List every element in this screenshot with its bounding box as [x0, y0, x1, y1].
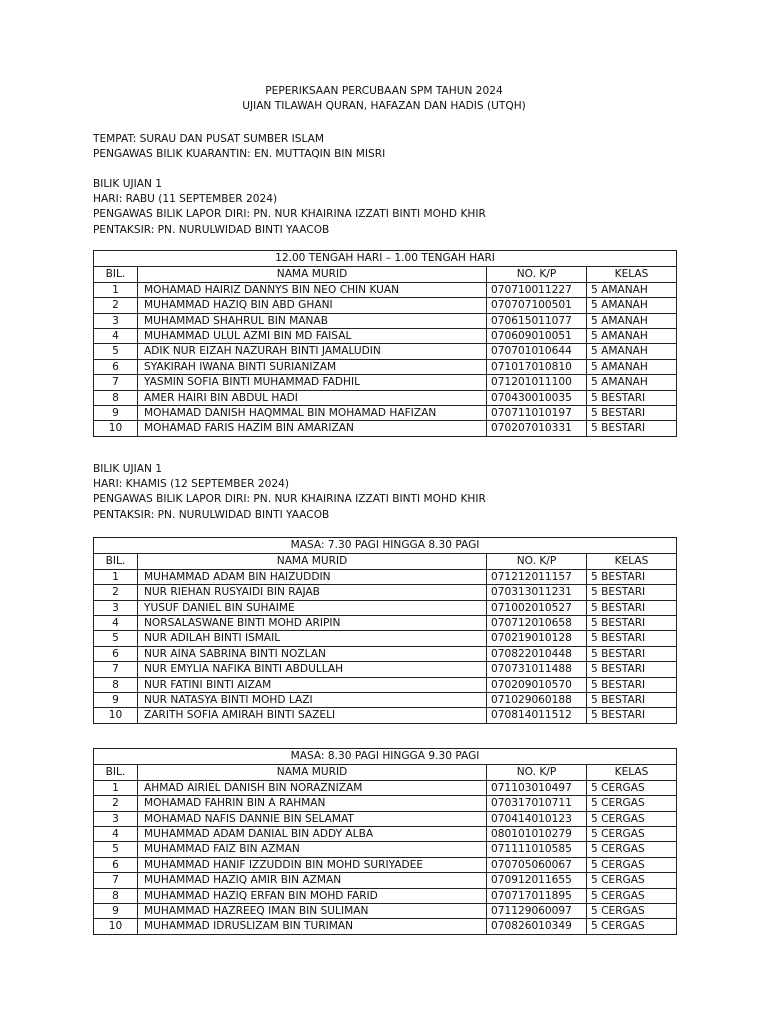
section-pengawas: PENGAWAS BILIK LAPOR DIRI: PN. NUR KHAIRINA IZZATI BINTI MOHD KHIR — [93, 208, 486, 221]
venue-pengawas-kuarantin: PENGAWAS BILIK KUARANTIN: EN. MUTTAQIN BIN MISRI — [93, 148, 386, 161]
cell-kelas: 5 BESTARI — [587, 616, 677, 631]
cell-bil: 2 — [94, 796, 138, 811]
cell-kp: 070207010331 — [487, 421, 587, 436]
cell-kp: 071201011100 — [487, 375, 587, 390]
cell-nama: AHMAD AIRIEL DANISH BIN NORAZNIZAM — [138, 780, 487, 795]
table-body — [94, 569, 677, 723]
session-header: MASA: 8.30 PAGI HINGGA 9.30 PAGI — [94, 749, 677, 765]
venue-info — [93, 132, 385, 162]
cell-bil: 9 — [94, 904, 138, 919]
cell-nama: NUR FATINI BINTI AIZAM — [138, 677, 487, 692]
cell-kp: 071017010810 — [487, 359, 587, 374]
table-row — [94, 888, 677, 903]
roster-table-3 — [93, 748, 677, 935]
title-line-1: PEPERIKSAAN PERCUBAAN SPM TAHUN 2024 — [265, 85, 503, 97]
header-kelas: KELAS — [587, 554, 677, 569]
cell-kelas: 5 BESTARI — [587, 662, 677, 677]
document-title — [0, 84, 768, 114]
cell-kelas: 5 CERGAS — [587, 857, 677, 872]
cell-kelas: 5 CERGAS — [587, 873, 677, 888]
cell-bil: 6 — [94, 646, 138, 661]
table-row — [94, 569, 677, 584]
cell-kp: 070707100501 — [487, 298, 587, 313]
cell-nama: MOHAMAD FAHRIN BIN A RAHMAN — [138, 796, 487, 811]
section-bilik: BILIK UJIAN 1 — [93, 178, 163, 190]
header-bil: BIL. — [94, 267, 138, 282]
session-row — [94, 749, 677, 765]
table-row — [94, 406, 677, 421]
cell-bil: 10 — [94, 421, 138, 436]
cell-bil: 5 — [94, 631, 138, 646]
cell-nama: MUHAMMAD ADAM DANIAL BIN ADDY ALBA — [138, 827, 487, 842]
cell-kp: 070219010128 — [487, 631, 587, 646]
venue-tempat: TEMPAT: SURAU DAN PUSAT SUMBER ISLAM — [93, 133, 324, 145]
cell-kp: 071103010497 — [487, 780, 587, 795]
cell-kelas: 5 BESTARI — [587, 569, 677, 584]
cell-nama: MUHAMMAD HAZIQ BIN ABD GHANI — [138, 298, 487, 313]
cell-kp: 070313011231 — [487, 585, 587, 600]
cell-kp: 070731011488 — [487, 662, 587, 677]
cell-nama: MUHAMMAD HAZIQ ERFAN BIN MOHD FARID — [138, 888, 487, 903]
cell-kp: 070705060067 — [487, 857, 587, 872]
header-bil: BIL. — [94, 554, 138, 569]
cell-nama: YUSUF DANIEL BIN SUHAIME — [138, 600, 487, 615]
cell-nama: MUHAMMAD HANIF IZZUDDIN BIN MOHD SURIYADEE — [138, 857, 487, 872]
section-1-info — [93, 177, 486, 238]
table-row — [94, 677, 677, 692]
table-row — [94, 282, 677, 297]
table-row — [94, 780, 677, 795]
cell-nama: NUR EMYLIA NAFIKA BINTI ABDULLAH — [138, 662, 487, 677]
section-hari: HARI: KHAMIS (12 SEPTEMBER 2024) — [93, 478, 290, 491]
cell-nama: MUHAMMAD ADAM BIN HAIZUDDIN — [138, 569, 487, 584]
cell-kelas: 5 CERGAS — [587, 811, 677, 826]
cell-nama: MUHAMMAD IDRUSLIZAM BIN TURIMAN — [138, 919, 487, 934]
section-pengawas: PENGAWAS BILIK LAPOR DIRI: PN. NUR KHAIRINA IZZATI BINTI MOHD KHIR — [93, 493, 486, 506]
cell-kelas: 5 BESTARI — [587, 646, 677, 661]
header-kp: NO. K/P — [487, 267, 587, 282]
cell-nama: NORSALASWANE BINTI MOHD ARIPIN — [138, 616, 487, 631]
column-header-row — [94, 554, 677, 569]
cell-nama: MOHAMAD NAFIS DANNIE BIN SELAMAT — [138, 811, 487, 826]
cell-kelas: 5 BESTARI — [587, 677, 677, 692]
cell-kelas: 5 AMANAH — [587, 329, 677, 344]
cell-kelas: 5 BESTARI — [587, 693, 677, 708]
cell-nama: SYAKIRAH IWANA BINTI SURIANIZAM — [138, 359, 487, 374]
table-row — [94, 375, 677, 390]
cell-bil: 7 — [94, 375, 138, 390]
cell-kp: 070317010711 — [487, 796, 587, 811]
cell-nama: ADIK NUR EIZAH NAZURAH BINTI JAMALUDIN — [138, 344, 487, 359]
cell-kp: 070710011227 — [487, 282, 587, 297]
cell-kp: 070822010448 — [487, 646, 587, 661]
title-line-2: UJIAN TILAWAH QURAN, HAFAZAN DAN HADIS (UTQH) — [242, 100, 526, 112]
cell-bil: 1 — [94, 780, 138, 795]
cell-bil: 7 — [94, 873, 138, 888]
cell-kelas: 5 BESTARI — [587, 406, 677, 421]
cell-bil: 3 — [94, 313, 138, 328]
section-hari: HARI: RABU (11 SEPTEMBER 2024) — [93, 193, 278, 206]
session-header: 12.00 TENGAH HARI – 1.00 TENGAH HARI — [94, 251, 677, 267]
table-row — [94, 646, 677, 661]
cell-bil: 3 — [94, 600, 138, 615]
header-nama: NAMA MURID — [138, 765, 487, 780]
cell-kp: 070209010570 — [487, 677, 587, 692]
cell-kelas: 5 AMANAH — [587, 375, 677, 390]
cell-kp: 071129060097 — [487, 904, 587, 919]
cell-kp: 080101010279 — [487, 827, 587, 842]
table-row — [94, 631, 677, 646]
cell-kelas: 5 CERGAS — [587, 888, 677, 903]
header-kelas: KELAS — [587, 267, 677, 282]
cell-nama: MUHAMMAD HAZIQ AMIR BIN AZMAN — [138, 873, 487, 888]
cell-kelas: 5 BESTARI — [587, 631, 677, 646]
cell-bil: 9 — [94, 693, 138, 708]
cell-kelas: 5 AMANAH — [587, 344, 677, 359]
cell-nama: MUHAMMAD SHAHRUL BIN MANAB — [138, 313, 487, 328]
cell-kelas: 5 AMANAH — [587, 282, 677, 297]
cell-bil: 1 — [94, 282, 138, 297]
table-row — [94, 873, 677, 888]
section-pentaksir: PENTAKSIR: PN. NURULWIDAD BINTI YAACOB — [93, 223, 330, 236]
cell-kp: 070826010349 — [487, 919, 587, 934]
table-row — [94, 600, 677, 615]
cell-kp: 070712010658 — [487, 616, 587, 631]
header-bil: BIL. — [94, 765, 138, 780]
table-row — [94, 329, 677, 344]
cell-bil: 1 — [94, 569, 138, 584]
cell-bil: 8 — [94, 677, 138, 692]
cell-kp: 070430010035 — [487, 390, 587, 405]
table-row — [94, 616, 677, 631]
table-row — [94, 857, 677, 872]
table-row — [94, 359, 677, 374]
cell-bil: 10 — [94, 919, 138, 934]
header-kp: NO. K/P — [487, 765, 587, 780]
table-row — [94, 313, 677, 328]
cell-kp: 071002010527 — [487, 600, 587, 615]
cell-nama: MOHAMAD HAIRIZ DANNYS BIN NEO CHIN KUAN — [138, 282, 487, 297]
cell-kelas: 5 CERGAS — [587, 796, 677, 811]
cell-bil: 5 — [94, 842, 138, 857]
cell-kelas: 5 BESTARI — [587, 390, 677, 405]
table-row — [94, 796, 677, 811]
session-row — [94, 251, 677, 267]
cell-bil: 3 — [94, 811, 138, 826]
table-row — [94, 842, 677, 857]
cell-kp: 071212011157 — [487, 569, 587, 584]
cell-bil: 4 — [94, 827, 138, 842]
cell-kelas: 5 CERGAS — [587, 780, 677, 795]
cell-kp: 070711010197 — [487, 406, 587, 421]
table-row — [94, 344, 677, 359]
cell-bil: 6 — [94, 359, 138, 374]
cell-kelas: 5 BESTARI — [587, 708, 677, 723]
table-row — [94, 708, 677, 723]
cell-kelas: 5 AMANAH — [587, 313, 677, 328]
column-header-row — [94, 267, 677, 282]
cell-kelas: 5 BESTARI — [587, 585, 677, 600]
table-row — [94, 585, 677, 600]
cell-nama: MOHAMAD FARIS HAZIM BIN AMARIZAN — [138, 421, 487, 436]
header-kelas: KELAS — [587, 765, 677, 780]
cell-nama: NUR NATASYA BINTI MOHD LAZI — [138, 693, 487, 708]
cell-kp: 070717011895 — [487, 888, 587, 903]
cell-bil: 6 — [94, 857, 138, 872]
section-2-info — [93, 462, 486, 523]
cell-kp: 070609010051 — [487, 329, 587, 344]
roster-table-2 — [93, 537, 677, 724]
table-row — [94, 421, 677, 436]
table-row — [94, 693, 677, 708]
table-row — [94, 904, 677, 919]
cell-bil: 7 — [94, 662, 138, 677]
cell-nama: NUR RIEHAN RUSYAIDI BIN RAJAB — [138, 585, 487, 600]
cell-kelas: 5 AMANAH — [587, 359, 677, 374]
cell-nama: AMER HAIRI BIN ABDUL HADI — [138, 390, 487, 405]
cell-bil: 8 — [94, 888, 138, 903]
table-row — [94, 827, 677, 842]
roster-table-1 — [93, 250, 677, 437]
cell-nama: MUHAMMAD ULUL AZMI BIN MD FAISAL — [138, 329, 487, 344]
cell-nama: MOHAMAD DANISH HAQMMAL BIN MOHAMAD HAFIZAN — [138, 406, 487, 421]
cell-bil: 5 — [94, 344, 138, 359]
cell-kp: 070912011655 — [487, 873, 587, 888]
cell-bil: 10 — [94, 708, 138, 723]
cell-bil: 9 — [94, 406, 138, 421]
cell-bil: 4 — [94, 329, 138, 344]
table-row — [94, 662, 677, 677]
cell-nama: MUHAMMAD HAZREEQ IMAN BIN SULIMAN — [138, 904, 487, 919]
table-row — [94, 811, 677, 826]
section-pentaksir: PENTAKSIR: PN. NURULWIDAD BINTI YAACOB — [93, 508, 330, 521]
session-header: MASA: 7.30 PAGI HINGGA 8.30 PAGI — [94, 538, 677, 554]
column-header-row — [94, 765, 677, 780]
cell-kelas: 5 CERGAS — [587, 842, 677, 857]
table-body — [94, 282, 677, 436]
header-kp: NO. K/P — [487, 554, 587, 569]
cell-nama: YASMIN SOFIA BINTI MUHAMMAD FADHIL — [138, 375, 487, 390]
section-bilik: BILIK UJIAN 1 — [93, 463, 163, 475]
cell-kp: 071111010585 — [487, 842, 587, 857]
cell-bil: 2 — [94, 585, 138, 600]
cell-bil: 4 — [94, 616, 138, 631]
cell-kelas: 5 CERGAS — [587, 904, 677, 919]
header-nama: NAMA MURID — [138, 267, 487, 282]
cell-bil: 2 — [94, 298, 138, 313]
cell-kp: 071029060188 — [487, 693, 587, 708]
cell-kelas: 5 BESTARI — [587, 600, 677, 615]
cell-kelas: 5 CERGAS — [587, 919, 677, 934]
cell-kp: 070814011512 — [487, 708, 587, 723]
cell-kelas: 5 AMANAH — [587, 298, 677, 313]
cell-nama: ZARITH SOFIA AMIRAH BINTI SAZELI — [138, 708, 487, 723]
cell-nama: MUHAMMAD FAIZ BIN AZMAN — [138, 842, 487, 857]
cell-kp: 070414010123 — [487, 811, 587, 826]
cell-nama: NUR AINA SABRINA BINTI NOZLAN — [138, 646, 487, 661]
table-row — [94, 390, 677, 405]
table-row — [94, 919, 677, 934]
cell-kp: 070701010644 — [487, 344, 587, 359]
header-nama: NAMA MURID — [138, 554, 487, 569]
cell-bil: 8 — [94, 390, 138, 405]
table-row — [94, 298, 677, 313]
cell-kelas: 5 CERGAS — [587, 827, 677, 842]
cell-kelas: 5 BESTARI — [587, 421, 677, 436]
cell-kp: 070615011077 — [487, 313, 587, 328]
session-row — [94, 538, 677, 554]
table-body — [94, 780, 677, 934]
cell-nama: NUR ADILAH BINTI ISMAIL — [138, 631, 487, 646]
